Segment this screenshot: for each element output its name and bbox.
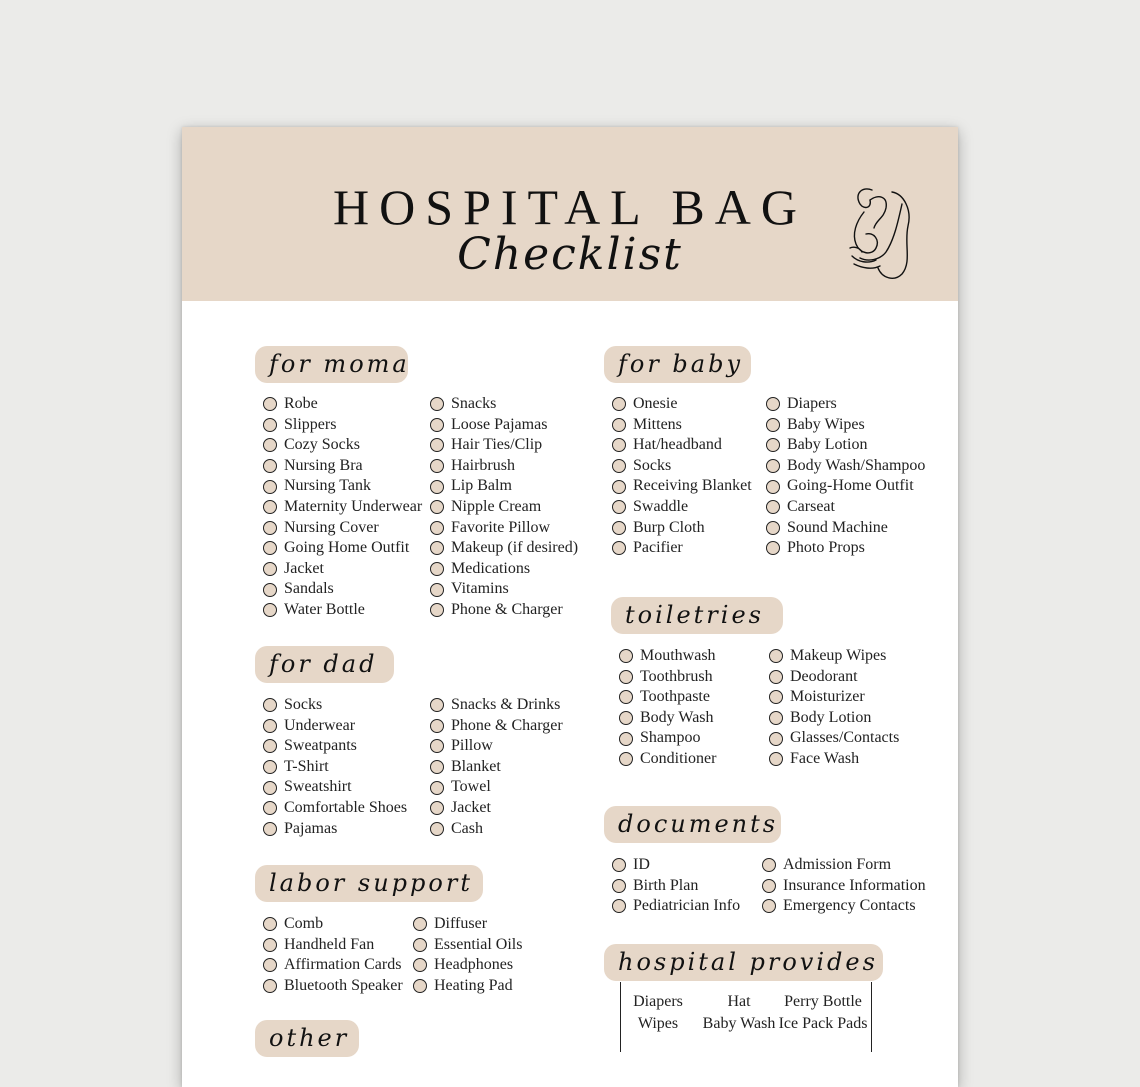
checklist-item [766, 476, 925, 497]
checklist-item [769, 687, 899, 708]
checklist-item [612, 394, 752, 415]
checklist-item-label: Body Wash [640, 708, 714, 726]
checkbox-circle[interactable] [619, 732, 633, 746]
checkbox-circle[interactable] [430, 521, 444, 535]
checklist-item-label: Snacks [451, 395, 497, 412]
checkbox-circle[interactable] [619, 690, 633, 704]
checklist-column-toiletries-col2 [769, 646, 899, 770]
section-label-dad: for dad [255, 646, 394, 683]
checkbox-circle[interactable] [612, 459, 626, 473]
checklist-item [430, 819, 563, 840]
checkbox-circle[interactable] [263, 438, 277, 452]
hospital-provides-item: Hat [727, 993, 751, 1010]
checklist-item-label: Mittens [633, 415, 682, 433]
checklist-item-label: Medications [451, 559, 531, 577]
checklist-item [430, 777, 563, 798]
checklist-item-label: Carseat [787, 497, 835, 515]
checklist-column-labor-col1 [263, 914, 403, 996]
checklist-item [263, 716, 407, 737]
section-label-other: other [255, 1020, 359, 1057]
checklist-item [263, 518, 422, 539]
checklist-item [263, 559, 422, 580]
checklist-item [430, 695, 563, 716]
checklist-column-moma-col1 [263, 394, 422, 621]
checklist-item [263, 538, 422, 559]
checkbox-circle[interactable] [612, 541, 626, 555]
checkbox-circle[interactable] [612, 879, 626, 893]
checkbox-circle[interactable] [263, 418, 277, 432]
checklist-item-label: Diapers [787, 395, 837, 412]
checklist-item [263, 600, 422, 621]
checkbox-circle[interactable] [413, 979, 427, 993]
checkbox-circle[interactable] [766, 438, 780, 452]
checklist-item-label: Hat/headband [633, 436, 722, 454]
checkbox-circle[interactable] [769, 670, 783, 684]
checklist-item-label: Face Wash [790, 749, 860, 767]
checklist-item-label: Admission Form [783, 856, 892, 873]
checklist-item [619, 687, 716, 708]
checkbox-circle[interactable] [263, 760, 277, 774]
section-label-provides: hospital provides [604, 944, 883, 981]
checklist-item [263, 914, 403, 935]
checklist-item [430, 538, 578, 559]
checklist-item [413, 935, 522, 956]
checklist-item-label: Insurance Information [783, 876, 926, 894]
checkbox-circle[interactable] [619, 670, 633, 684]
checklist-item [619, 728, 716, 749]
checklist-item [430, 415, 578, 436]
checklist-item [612, 415, 752, 436]
checkbox-circle[interactable] [612, 418, 626, 432]
checkbox-circle[interactable] [619, 711, 633, 725]
section-label-toiletries: toiletries [611, 597, 783, 634]
checklist-item [612, 518, 752, 539]
checklist-item-label: Baby Wipes [787, 415, 865, 433]
checklist-item [430, 757, 563, 778]
checklist-item-label: Pajamas [284, 819, 338, 837]
checkbox-circle[interactable] [612, 521, 626, 535]
checklist-item [612, 896, 740, 917]
checklist-item-label: Going Home Outfit [284, 539, 410, 557]
checklist-column-baby-col1 [612, 394, 752, 559]
checkbox-circle[interactable] [430, 480, 444, 494]
checklist-item-label: Phone & Charger [451, 716, 563, 734]
checklist-item-label: Socks [284, 696, 323, 713]
checklist-item-label: Hairbrush [451, 456, 515, 474]
checkbox-circle[interactable] [263, 719, 277, 733]
checklist-item [619, 667, 716, 688]
checklist-item [263, 456, 422, 477]
checklist-item-label: T-Shirt [284, 757, 329, 775]
checkbox-circle[interactable] [430, 719, 444, 733]
checkbox-circle[interactable] [263, 739, 277, 753]
checklist-item [766, 518, 925, 539]
checklist-item [769, 749, 899, 770]
checkbox-circle[interactable] [263, 938, 277, 952]
hospital-provides-item: Baby Wash [702, 1015, 776, 1032]
checkbox-circle[interactable] [430, 698, 444, 712]
checklist-item [430, 579, 578, 600]
checklist-item [263, 394, 422, 415]
checklist-item-label: Sandals [284, 580, 334, 598]
checklist-item [430, 497, 578, 518]
checkbox-circle[interactable] [612, 480, 626, 494]
checklist-item-label: Bluetooth Speaker [284, 976, 403, 994]
checklist-item-label: Birth Plan [633, 876, 699, 894]
checklist-item-label: Jacket [284, 559, 324, 577]
checklist-item [612, 538, 752, 559]
page-subtitle: Checklist [457, 229, 683, 280]
checkbox-circle[interactable] [766, 500, 780, 514]
checklist-item [766, 456, 925, 477]
checkbox-circle[interactable] [430, 500, 444, 514]
checkbox-circle[interactable] [766, 541, 780, 555]
checklist-item [263, 497, 422, 518]
checklist-item [619, 749, 716, 770]
checklist-item-label: Burp Cloth [633, 518, 705, 536]
checklist-item-label: Slippers [284, 415, 337, 433]
checkbox-circle[interactable] [430, 418, 444, 432]
checkbox-circle[interactable] [263, 500, 277, 514]
checklist-item-label: Heating Pad [434, 976, 513, 994]
checkbox-circle[interactable] [263, 397, 277, 411]
section-label-labor: labor support [255, 865, 483, 902]
checkbox-circle[interactable] [263, 958, 277, 972]
hospital-provides-item: Wipes [637, 1015, 679, 1032]
checkbox-circle[interactable] [762, 858, 776, 872]
section-label-moma: for moma [255, 346, 408, 383]
checklist-item [619, 708, 716, 729]
checklist-item-label: Mouthwash [640, 647, 716, 664]
checklist-item [769, 728, 899, 749]
checklist-column-toiletries-col1 [619, 646, 716, 770]
checklist-item-label: Lip Balm [451, 477, 512, 495]
checklist-item [430, 600, 578, 621]
hospital-provides-item: Ice Pack Pads [778, 1015, 868, 1032]
checkbox-circle[interactable] [430, 459, 444, 473]
checklist-item-label: Hair Ties/Clip [451, 436, 543, 454]
checkbox-circle[interactable] [263, 698, 277, 712]
checklist-item [263, 777, 407, 798]
checklist-item-label: Pediatrician Info [633, 897, 741, 915]
checkbox-circle[interactable] [263, 521, 277, 535]
checkbox-circle[interactable] [263, 781, 277, 795]
checklist-item-label: Snacks & Drinks [451, 696, 561, 713]
checklist-item [263, 415, 422, 436]
checklist-item-label: Cozy Socks [284, 436, 360, 454]
checklist-item-label: Toothpaste [640, 688, 710, 706]
checkbox-circle[interactable] [766, 459, 780, 473]
checkbox-circle[interactable] [263, 480, 277, 494]
checkbox-circle[interactable] [766, 397, 780, 411]
checkbox-circle[interactable] [263, 541, 277, 555]
checklist-item [766, 538, 925, 559]
checklist-item [762, 876, 926, 897]
checklist-item-label: Receiving Blanket [633, 477, 752, 495]
checklist-item-label: Essential Oils [434, 935, 523, 953]
checklist-item-label: Makeup Wipes [790, 647, 887, 664]
checklist-item-label: Headphones [434, 956, 514, 974]
checkbox-circle[interactable] [769, 711, 783, 725]
checklist-item-label: Underwear [284, 716, 356, 734]
checklist-item [263, 798, 407, 819]
checkbox-circle[interactable] [263, 459, 277, 473]
checkbox-circle[interactable] [769, 732, 783, 746]
checklist-item [612, 456, 752, 477]
checkbox-circle[interactable] [430, 583, 444, 597]
checklist-item [766, 435, 925, 456]
checklist-item [430, 476, 578, 497]
checklist-column-labor-col2 [413, 914, 522, 996]
checklist-item [766, 415, 925, 436]
section-label-documents: documents [604, 806, 781, 843]
checklist-item [263, 955, 403, 976]
pregnant-woman-line-art-icon [842, 182, 922, 287]
checklist-item-label: Pillow [451, 737, 493, 755]
checklist-item-label: Handheld Fan [284, 935, 375, 953]
checkbox-circle[interactable] [430, 781, 444, 795]
checkbox-circle[interactable] [413, 917, 427, 931]
checklist-item-label: Cash [451, 819, 483, 837]
checklist-item-label: Nursing Cover [284, 518, 379, 536]
checkbox-circle[interactable] [263, 822, 277, 836]
checklist-item-label: Emergency Contacts [783, 897, 916, 915]
checklist-item [762, 855, 926, 876]
checkbox-circle[interactable] [766, 418, 780, 432]
checklist-item [769, 708, 899, 729]
checklist-item-label: Moisturizer [790, 688, 865, 706]
checkbox-circle[interactable] [612, 899, 626, 913]
checkbox-circle[interactable] [769, 649, 783, 663]
checklist-item [430, 518, 578, 539]
checkbox-circle[interactable] [263, 562, 277, 576]
checkbox-circle[interactable] [263, 603, 277, 617]
checklist-item [263, 695, 407, 716]
checklist-item-label: Blanket [451, 757, 501, 775]
checkbox-circle[interactable] [430, 760, 444, 774]
checklist-item-label: Onesie [633, 395, 678, 412]
checklist-item-label: Robe [284, 395, 318, 412]
checkbox-circle[interactable] [612, 858, 626, 872]
checklist-item-label: ID [633, 856, 650, 873]
checklist-item-label: Water Bottle [284, 600, 365, 618]
checklist-item-label: Nursing Tank [284, 477, 372, 495]
checklist-item-label: Shampoo [640, 729, 701, 747]
checklist-column-moma-col2 [430, 394, 578, 621]
checklist-column-documents-col2 [762, 855, 926, 917]
checklist-item-label: Glasses/Contacts [790, 729, 900, 747]
checkbox-circle[interactable] [619, 649, 633, 663]
section-label-baby: for baby [604, 346, 751, 383]
checklist-item [263, 435, 422, 456]
checklist-item-label: Phone & Charger [451, 600, 563, 618]
checklist-item-label: Comb [284, 915, 324, 932]
checklist-item [766, 394, 925, 415]
checklist-item-label: Sweatshirt [284, 778, 352, 796]
checkbox-circle[interactable] [619, 752, 633, 766]
checklist-item-label: Body Lotion [790, 708, 872, 726]
checklist-column-baby-col2 [766, 394, 925, 559]
checklist-item [413, 976, 522, 997]
checkbox-circle[interactable] [430, 541, 444, 555]
checklist-item-label: Loose Pajamas [451, 415, 548, 433]
checklist-item [263, 976, 403, 997]
hospital-provides-item: Perry Bottle [784, 993, 862, 1010]
checklist-item [263, 819, 407, 840]
checklist-item [769, 667, 899, 688]
checklist-item-label: Affirmation Cards [284, 956, 402, 974]
checklist-item-label: Sound Machine [787, 518, 888, 536]
checklist-item-label: Deodorant [790, 667, 858, 685]
checklist-item [430, 798, 563, 819]
checklist-item [430, 716, 563, 737]
hospital-provides-item: Diapers [633, 993, 683, 1010]
checklist-item-label: Going-Home Outfit [787, 477, 914, 495]
checklist-item [263, 579, 422, 600]
checkbox-circle[interactable] [430, 822, 444, 836]
checkbox-circle[interactable] [263, 917, 277, 931]
checklist-item-label: Makeup (if desired) [451, 539, 579, 557]
checklist-item-label: Nursing Bra [284, 456, 363, 474]
checklist-item-label: Maternity Underwear [284, 497, 423, 515]
checkbox-circle[interactable] [430, 739, 444, 753]
checklist-item [766, 497, 925, 518]
checkbox-circle[interactable] [413, 938, 427, 952]
checklist-item [413, 955, 522, 976]
checklist-item-label: Favorite Pillow [451, 518, 551, 536]
checkbox-circle[interactable] [612, 500, 626, 514]
checklist-item [430, 559, 578, 580]
checklist-item [430, 736, 563, 757]
checklist-item [263, 757, 407, 778]
checklist-item-label: Jacket [451, 798, 491, 816]
checklist-item-label: Body Wash/Shampoo [787, 456, 926, 474]
checklist-column-dad-col1 [263, 695, 407, 839]
checklist-item-label: Diffuser [434, 915, 488, 932]
checkbox-circle[interactable] [413, 958, 427, 972]
checklist-item-label: Sweatpants [284, 737, 357, 755]
checkbox-circle[interactable] [263, 979, 277, 993]
checklist-item-label: Comfortable Shoes [284, 798, 408, 816]
checkbox-circle[interactable] [769, 690, 783, 704]
checklist-item [430, 394, 578, 415]
checklist-sheet [182, 127, 958, 1087]
checklist-item-label: Swaddle [633, 497, 689, 515]
checkbox-circle[interactable] [766, 521, 780, 535]
checkbox-circle[interactable] [762, 879, 776, 893]
checklist-item-label: Photo Props [787, 539, 865, 557]
checklist-item [413, 914, 522, 935]
checklist-column-documents-col1 [612, 855, 740, 917]
checkbox-circle[interactable] [263, 801, 277, 815]
checklist-item-label: Vitamins [451, 580, 509, 598]
checkbox-circle[interactable] [430, 801, 444, 815]
checklist-item [612, 497, 752, 518]
checklist-item-label: Socks [633, 456, 672, 474]
checkbox-circle[interactable] [430, 603, 444, 617]
page-title: HOSPITAL BAG [333, 179, 807, 235]
checkbox-circle[interactable] [430, 438, 444, 452]
checklist-item [619, 646, 716, 667]
checkbox-circle[interactable] [430, 562, 444, 576]
checkbox-circle[interactable] [612, 397, 626, 411]
checklist-column-dad-col2 [430, 695, 563, 839]
checklist-item-label: Baby Lotion [787, 436, 868, 454]
checklist-item-label: Toothbrush [640, 667, 713, 685]
checklist-item [612, 476, 752, 497]
checklist-item [263, 736, 407, 757]
checklist-item [612, 855, 740, 876]
checklist-item [430, 456, 578, 477]
checkbox-circle[interactable] [430, 397, 444, 411]
header-banner [182, 127, 958, 301]
checklist-item [762, 896, 926, 917]
checklist-item [263, 476, 422, 497]
checklist-item [430, 435, 578, 456]
checklist-item-label: Conditioner [640, 749, 717, 767]
checkbox-circle[interactable] [766, 480, 780, 494]
checklist-item [612, 876, 740, 897]
checkbox-circle[interactable] [762, 899, 776, 913]
checklist-item [263, 935, 403, 956]
checklist-item [769, 646, 899, 667]
checklist-item [612, 435, 752, 456]
checklist-item-label: Nipple Cream [451, 497, 542, 515]
checkbox-circle[interactable] [612, 438, 626, 452]
checkbox-circle[interactable] [263, 583, 277, 597]
checklist-item-label: Pacifier [633, 539, 683, 557]
checklist-item-label: Towel [451, 778, 491, 796]
checkbox-circle[interactable] [769, 752, 783, 766]
